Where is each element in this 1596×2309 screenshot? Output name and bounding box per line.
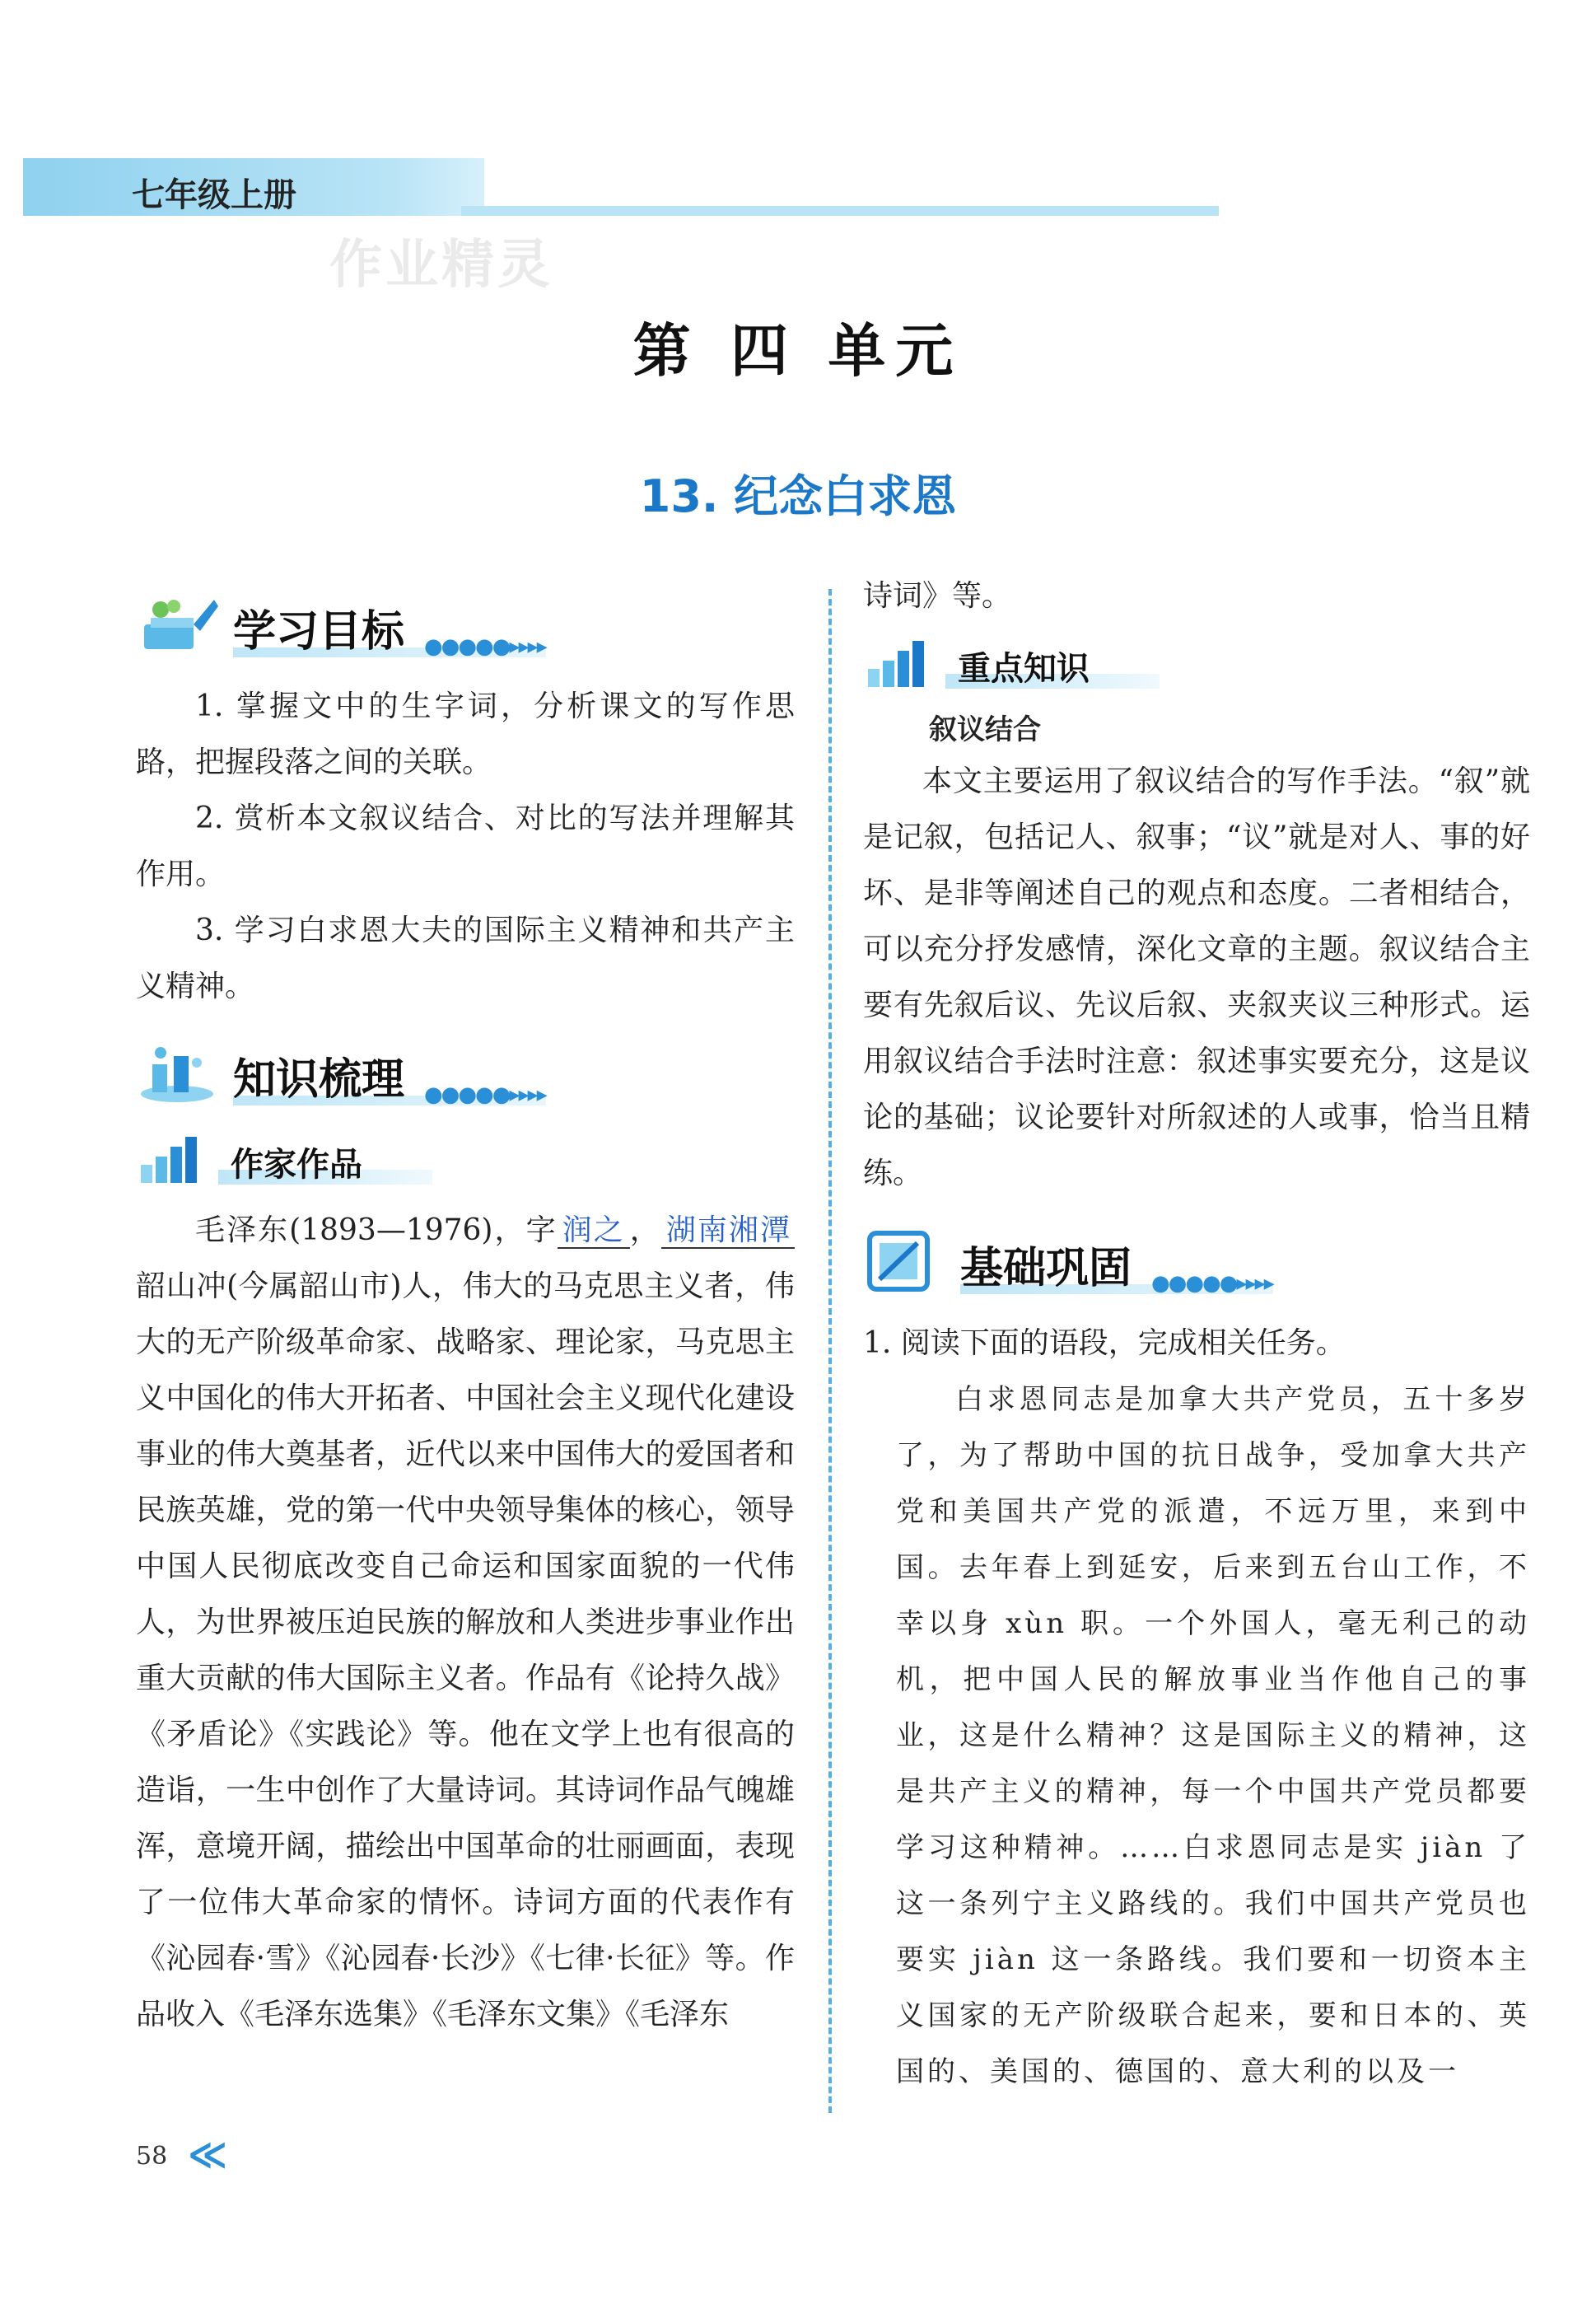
column-divider [828, 589, 832, 2113]
key-knowledge-text: 本文主要运用了叙议结合的写作手法。“叙”就是记叙，包括记人、叙事；“议”就是对人、事的好坏、是非等阐述自己的观点和态度。二者相结合，可以充分抒发感情，深化文章的主题。叙议结合主要有先叙后议、先议后叙、夹叙夹议三种形式。运用叙议结合手法时注意：叙述事实要充分，这是议论的基础；议论要针对所叙述的人或事，恰当且精练。 [863, 764, 1530, 1190]
subheading-text: 重点知识 [958, 650, 1090, 688]
flask-icon [136, 1040, 226, 1105]
header-rule [461, 206, 1219, 216]
grade-label: 七年级上册 [132, 176, 296, 214]
goal-item-1: 1. 掌握文中的生字词，分析课文的写作思路，把握段落之间的关联。 [136, 689, 795, 779]
bar-chart-icon [136, 1132, 210, 1186]
heading-text: 知识梳理 [233, 1055, 405, 1105]
left-column [136, 577, 795, 2043]
answer-hometown: 湖南湘潭 [661, 1213, 795, 1249]
notebook-icon [863, 1228, 954, 1294]
answer-courtesy-name: 润之 [558, 1213, 630, 1249]
section-knowledge [136, 1033, 795, 1112]
separator: ， [629, 1213, 661, 1247]
lesson-title: 13. 纪念白求恩 [639, 470, 957, 522]
author-bio: 韶山冲(今属韶山市)人，伟大的马克思主义者，伟大的无产阶级革命家、战略家、理论家，马克思主义中国化的伟大开拓者、中国社会主义现代化建设事业的伟大奠基者，近代以来中国伟大的爱国者和民族英雄，党的第一代中央领导集体的核心，领导中国人民彻底改变自己命运和国家面貌的一代伟人，为世界被压迫民族的解放和人类进步事业作出重大贡献的伟大国际主义者。作品有《论持久战》《矛盾论》《实践论》等。他在文学上也有很高的造诣，一生中创作了大量诗词。其诗词作品气魄雄浑，意境开阔，描绘出中国革命的壮丽画面，表现了一位伟大革命家的情怀。诗词方面的代表作有《沁园春·雪》《沁园春·长沙》《七律·长征》等。作品收入《毛泽东选集》《毛泽东文集》《毛泽东 [136, 1269, 795, 2031]
section-learning-goals [136, 585, 795, 664]
author-paragraph [136, 1203, 795, 2043]
right-column [863, 577, 1530, 2100]
watermark: 作业精灵 [329, 235, 553, 296]
subtopic-title: 叙议结合 [929, 713, 1041, 746]
subsection-key-knowledge [863, 631, 1530, 695]
goal-item-3: 3. 学习白求恩大夫的国际主义精神和共产主义精神。 [136, 914, 795, 1003]
passage-text: 白求恩同志是加拿大共产党员，五十多岁了，为了帮助中国的抗日战争，受加拿大共产党和美国共产党的派遣，不远万里，来到中国。去年春上到延安，后来到五台山工作，不幸以身 xùn 职。一个外国人，毫无利己的动机，把中国人民的解放事业当作他自己的事业，这是什么精神？这是国际主义的精神，这是共产主义的精神，每一个中国共产党员都要学习这种精神。……白求恩同志是实 jiàn 了这一条列宁主义路线的。我们中国共产党员也要实 jiàn 这一条路线。我们要和一切资本主义国家的无产阶级联合起来，要和日本的、英国的、美国的、德国的、意大利的以及一 [896, 1383, 1530, 2088]
book-plant-icon [136, 591, 226, 657]
question-1: 1. 阅读下面的语段，完成相关任务。 [863, 1326, 1346, 1360]
heading-text: 基础巩固 [960, 1244, 1132, 1293]
subheading-text: 作家作品 [231, 1146, 362, 1184]
bar-chart-icon [863, 636, 937, 690]
heading-dots: ●●●●●▸▸▸▸ [1151, 1271, 1273, 1296]
reading-passage [896, 1372, 1530, 2100]
unit-title: 第 四 单元 [632, 317, 964, 385]
subsection-author [136, 1127, 795, 1191]
heading-text: 学习目标 [233, 607, 405, 657]
goal-item-2: 2. 赏析本文叙议结合、对比的写法并理解其作用。 [136, 802, 795, 891]
heading-dots: ●●●●●▸▸▸▸ [424, 1082, 546, 1107]
author-intro: 毛泽东(1893—1976)，字 [195, 1213, 558, 1247]
continued-text: 诗词》等。 [863, 579, 1012, 613]
heading-dots: ●●●●●▸▸▸▸ [424, 634, 546, 659]
back-arrow-icon: ≪ [188, 2132, 228, 2176]
section-basics [863, 1222, 1530, 1301]
page-number: 58 [136, 2142, 168, 2171]
